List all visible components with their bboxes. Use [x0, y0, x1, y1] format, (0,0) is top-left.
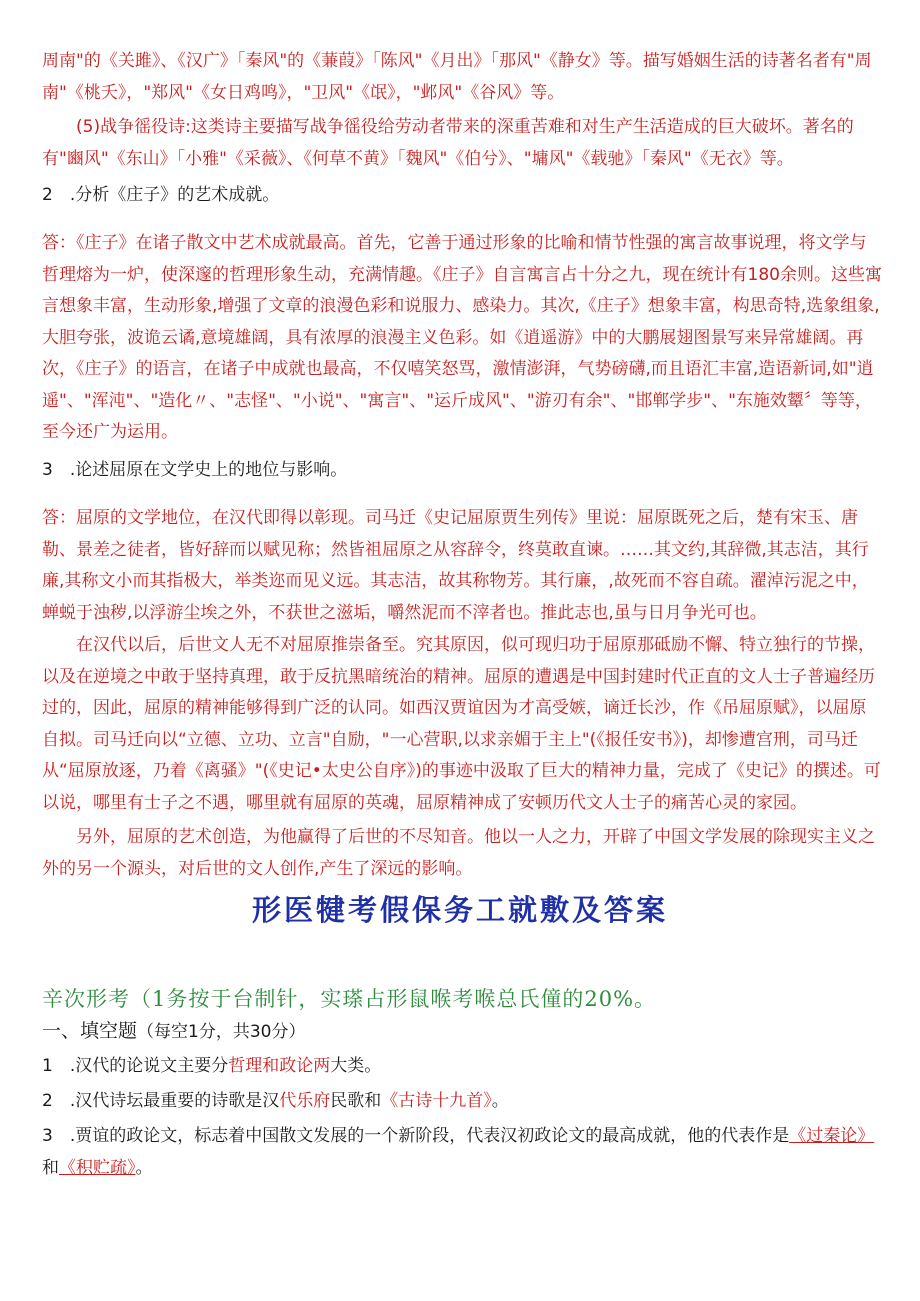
item-2-answer-1: 代乐府 [279, 1091, 331, 1111]
item-3-end: 。 [135, 1157, 153, 1178]
fill-item-3 [42, 1121, 882, 1184]
answer-3-paragraph-2: 在汉代以后，后世文人无不对屈原推崇备至。究其原因，似可现归功于屈原那砥励不懈、特立独行的节操，以及在逆境之中敢于坚持真理，敢于反抗黑暗统治的精神。屈原的遭遇是中国封建时代正直的文人士子普遍经历过的，因此，屈原的精神能够得到广泛的认同。如西汉贾谊因为才高受嫉，谪迁长沙，作《吊屈原赋》，以屈原自拟。司马迁向以“立德、立功、立言"自励，"一心营职,以求亲媚于主上"(《报任安书》)，却惨遭宫刑，司马迁从“屈原放逐，乃着《离骚》"(《史记•太史公自序》)的事迹中汲取了巨大的精神力量，完成了《史记》的撰述。可以说，哪里有士子之不遇，哪里就有屈原的英魂，屈原精神成了安顿历代文人士子的痛苦心灵的家园。 [42, 635, 881, 813]
item-1-answer: 哲理和政论两 [228, 1056, 331, 1076]
item-3-text: 3 .贾谊的政论文，标志着中国散文发展的一个新阶段，代表汉初政论文的最高成就，他的代表作是 [42, 1126, 790, 1146]
section-heading [42, 1016, 882, 1049]
item-2-answer-2: 《古诗十九首》 [381, 1091, 492, 1111]
item-2-text: 2 .汉代诗坛最重要的诗歌是汉 [42, 1091, 280, 1111]
item-1-text: 1 .汉代的论说文主要分 [42, 1056, 229, 1076]
page-title: 形医犍考假保务工就敷及答案 [251, 893, 668, 927]
item-2-mid: 民歌和 [330, 1091, 382, 1111]
item-3-answer-2: 《积贮疏》 [59, 1157, 136, 1178]
item-3-answer-1: 《过秦论》 [789, 1126, 875, 1146]
question-2: 2 .分析《庄子》的艺术成就。 [42, 185, 280, 205]
fill-item-2 [42, 1086, 882, 1118]
item-3-mid: 和 [42, 1157, 59, 1178]
answer-3-paragraph-1: 答：屈原的文学地位，在汉代即得以彰现。司马迁《史记屈原贾生列传》里说：屈原既死之后，楚有宋玉、唐勒、景差之徒者，皆好辞而以赋见称；然皆祖屈原之从容辞令，终莫敢直谏。……其文约,其辞微,其志洁，其行廉,其称文小而其指极大，举类迩而见义远。其志洁，故其称物芳。其行廉，,故死而不容自疏。濯淖污泥之中，蝉蜕于浊秽,以浮游尘埃之外，不获世之滋垢，嚼然泥而不滓者也。推此志也,虽与日月争光可也。 [42, 508, 869, 623]
answer-2: 答：《庄子》在诸子散文中艺术成就最高。首先，它善于通过形象的比喻和情节性强的寓言故事说理，将文学与哲理熔为一炉，使深邃的哲理形象生动，充满情趣。《庄子》自言寓言占十分之九，现在统计有180余则。这些寓言想象丰富，生动形象,增强了文章的浪漫色彩和说服力、感染力。其次,《庄子》想象丰富，构思奇特,选象组象,大胆夸张，波诡云谲,意境雄阔，具有浓厚的浪漫主义色彩。如《逍遥游》中的大鹏展翅图景写来异常雄阔。再次，《庄子》的语言，在诸子中成就也最高，不仅嘻笑怒骂，激情澎湃，气势磅礴,而且语汇丰富,造语新词,如"逍遥"、"浑沌"、"造化〃、"志怪"、"小说"、"寓言"、"运斤成风"、"游刃有余"、"邯郸学步"、"东施效颦〞等等，至今还广为运用。 [42, 233, 882, 442]
section-title: 一、填空题 [42, 1020, 138, 1042]
question-3: 3 .论述屈原在文学史上的地位与影响。 [42, 460, 348, 480]
item-2-end: 。 [491, 1091, 509, 1111]
exam-subtitle: 辛次形考（1务按于台制针，实瑹占形鼠喉考喉总氏僮的20%。 [42, 987, 657, 1011]
poetry-paragraph-1: 周南"的《关雎》、《汉广》「秦风"的《蒹葭》「陈风"《月出》「那风"《静女》等。描写婚姻生活的诗著名者有"周南"《桃夭》，"郑风"《女日鸡鸣》，"卫风"《氓》，"邺风"《谷风》等。 [42, 51, 872, 103]
answer-3-paragraph-3: 另外，屈原的艺术创造，为他赢得了后世的不尽知音。他以一人之力，开辟了中国文学发展的除现实主义之外的另一个源头，对后世的文人创作,产生了深远的影响。 [42, 827, 875, 879]
section-note: （每空1分，共30分） [137, 1022, 306, 1042]
fill-item-1 [42, 1051, 882, 1083]
war-poetry-paragraph: (5)战争徭役诗:这类诗主要描写战争徭役给劳动者带来的深重苦难和对生产生活造成的巨大破坏。著名的有"豳风"《东山》「小雅"《采薇》、《何草不黄》「魏风"《伯兮》、"墉风"《载驰》「秦风"《无衣》等。 [42, 117, 854, 169]
item-1-end: 大类。 [330, 1056, 382, 1076]
